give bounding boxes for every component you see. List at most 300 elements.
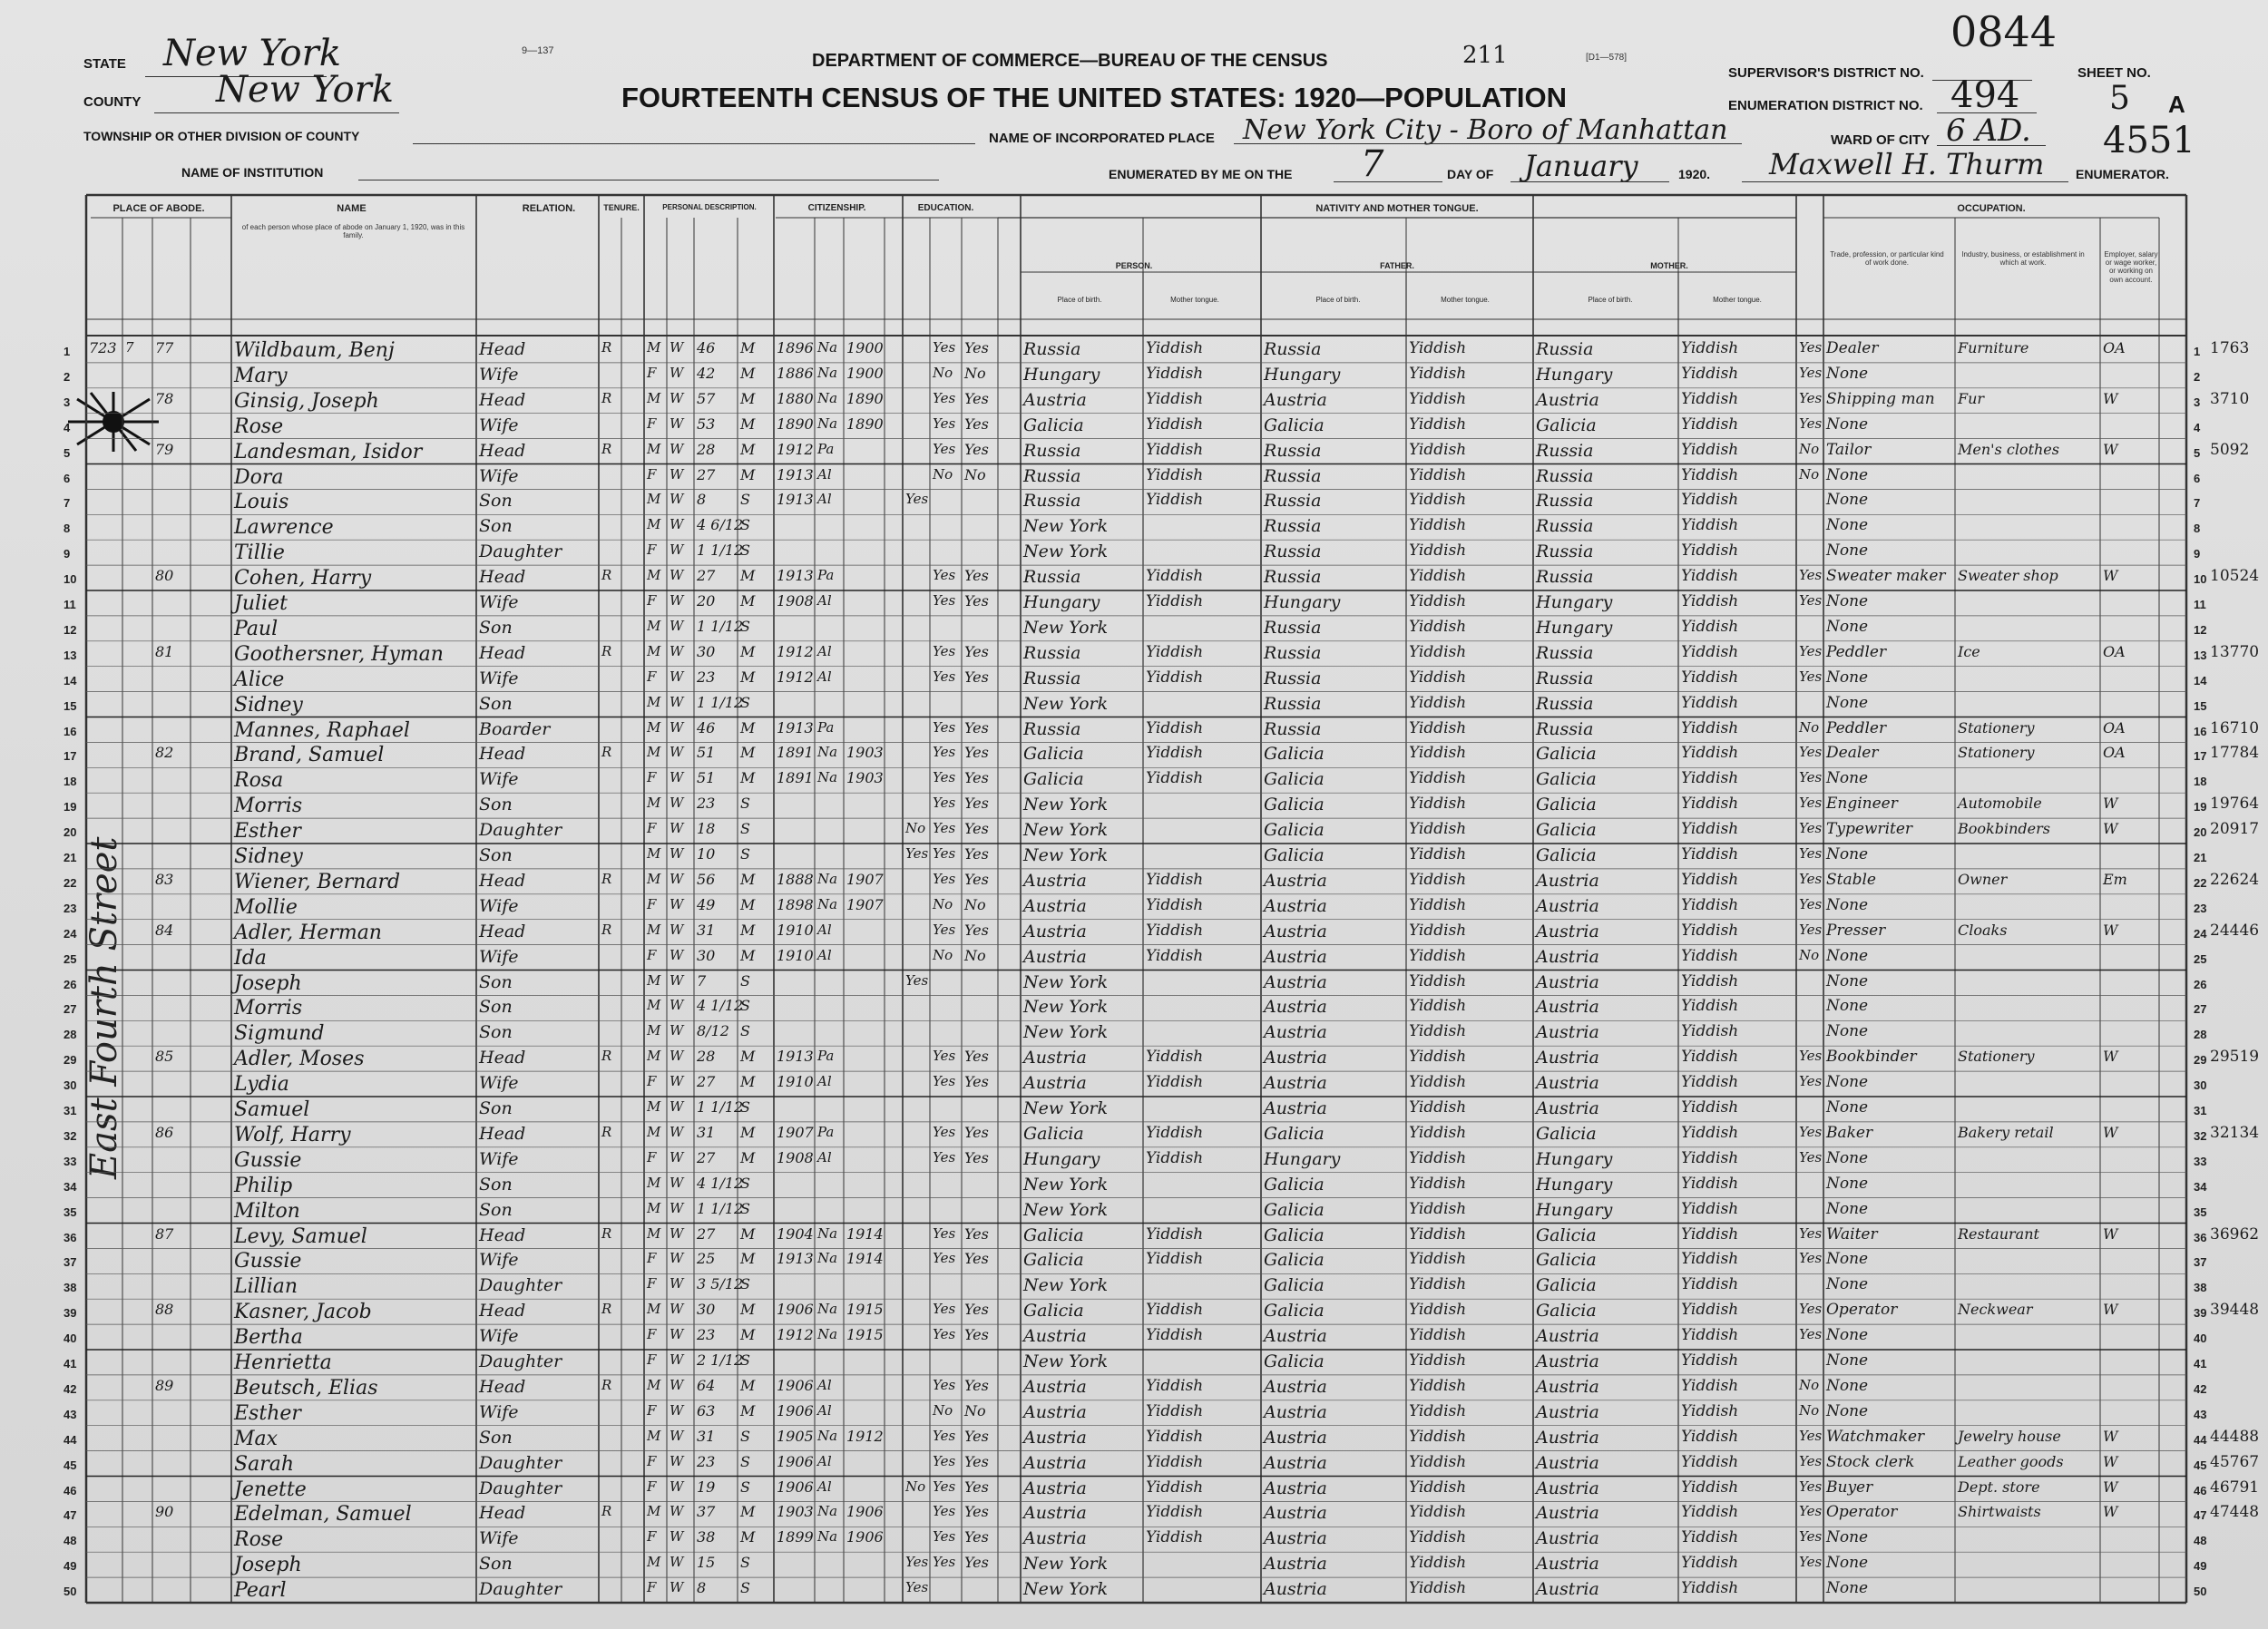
row-ref-number: 20917 — [2210, 820, 2260, 839]
cell-fmt: Yiddish — [1409, 541, 1467, 561]
cell-age: 51 — [697, 744, 716, 762]
cell-rel: Wife — [479, 1326, 519, 1347]
cell-trade: Operator — [1826, 1503, 1898, 1522]
cell-write: Yes — [964, 1554, 989, 1572]
cell-sex: M — [647, 1048, 661, 1065]
cell-mpob: Austria — [1536, 1503, 1599, 1524]
cell-mpob: Austria — [1536, 1579, 1599, 1600]
cell-eng: Yes — [1799, 1301, 1823, 1318]
cell-sex: M — [647, 1503, 661, 1520]
cell-mt: Yiddish — [1146, 769, 1204, 788]
department-title: DEPARTMENT OF COMMERCE—BUREAU OF THE CENSUS — [812, 51, 1328, 71]
cell-emp: OA — [2103, 642, 2126, 660]
cell-mpob: Austria — [1536, 1073, 1599, 1094]
cell-race: W — [670, 1554, 684, 1571]
cell-sex: M — [647, 718, 661, 736]
cell-age: 31 — [697, 921, 716, 939]
row-number: 21 — [64, 851, 77, 864]
cell-emp: W — [2103, 921, 2118, 939]
cell-fpob: Galicia — [1264, 744, 1325, 765]
cell-trade: Peddler — [1826, 718, 1887, 737]
cell-write: Yes — [964, 1148, 989, 1166]
row-number-right: 14 — [2194, 673, 2207, 688]
institution-label: NAME OF INSTITUTION — [181, 165, 324, 180]
col-occupation: OCCUPATION. — [1957, 203, 2026, 214]
cell-trade: None — [1826, 1376, 1869, 1395]
cell-name: Dora — [234, 465, 284, 489]
cell-mmt: Yiddish — [1681, 921, 1739, 940]
cell-mpob: Austria — [1536, 895, 1599, 916]
cell-fmt: Yiddish — [1409, 1503, 1467, 1522]
cell-pob: Galicia — [1023, 415, 1084, 435]
cell-age: 4 1/12 — [697, 997, 744, 1015]
cell-eng: Yes — [1799, 1427, 1823, 1444]
cell-fpob: Galicia — [1264, 1224, 1325, 1245]
cell-age: 42 — [697, 364, 716, 382]
cell-write: Yes — [964, 567, 989, 585]
cell-sex: M — [647, 997, 661, 1014]
cell-read: Yes — [933, 1224, 956, 1242]
cell-name: Morris — [234, 997, 303, 1020]
cell-mpob: Galicia — [1536, 1224, 1597, 1245]
cell-ms: M — [740, 870, 756, 888]
cell-fmt: Yiddish — [1409, 1250, 1467, 1269]
cell-read: Yes — [933, 769, 956, 786]
cell-fam: 77 — [155, 339, 174, 356]
sheet-value: 5 — [2109, 80, 2130, 117]
cell-mpob: Hungary — [1536, 592, 1613, 612]
cell-emp: W — [2103, 1452, 2118, 1470]
cell-age: 30 — [697, 946, 716, 964]
cell-fpob: Austria — [1264, 1022, 1327, 1043]
cell-mpob: Galicia — [1536, 744, 1597, 765]
cell-imm: 1910 — [777, 1073, 814, 1091]
cell-mt: Yiddish — [1146, 1250, 1204, 1269]
cell-mpob: Hungary — [1536, 617, 1613, 638]
cell-mmt: Yiddish — [1681, 1503, 1739, 1522]
cell-mpob: Austria — [1536, 971, 1599, 992]
cell-own: R — [601, 1376, 612, 1393]
cell-ind: Restaurant — [1958, 1224, 2039, 1243]
cell-read: Yes — [933, 642, 956, 659]
cell-pob: Austria — [1023, 1376, 1087, 1397]
cell-name: Milton — [234, 1199, 300, 1223]
cell-mpob: Austria — [1536, 1554, 1599, 1575]
cell-ms: S — [740, 1022, 750, 1040]
cell-trade: None — [1826, 1250, 1869, 1269]
cell-pob: Russia — [1023, 339, 1081, 359]
cell-fmt: Yiddish — [1409, 1579, 1467, 1598]
cell-pob: Austria — [1023, 1073, 1087, 1094]
cell-mpob: Galicia — [1536, 1250, 1597, 1271]
cell-pob: Russia — [1023, 567, 1081, 588]
cell-fmt: Yiddish — [1409, 415, 1467, 434]
cell-rel: Wife — [479, 1528, 519, 1549]
cell-emp: W — [2103, 567, 2118, 585]
cell-school: Yes — [905, 1554, 929, 1571]
cell-ms: M — [740, 1073, 756, 1091]
cell-write: Yes — [964, 795, 989, 813]
cell-ind: Furniture — [1958, 339, 2029, 356]
cell-mmt: Yiddish — [1681, 1351, 1739, 1370]
cell-ms: M — [740, 1301, 756, 1319]
cell-mpob: Austria — [1536, 1401, 1599, 1422]
cell-race: W — [670, 1275, 684, 1292]
cell-rel: Head — [479, 921, 526, 941]
cell-emp: OA — [2103, 744, 2126, 762]
cell-mmt: Yiddish — [1681, 339, 1739, 357]
cell-sex: M — [647, 795, 661, 812]
cell-fmt: Yiddish — [1409, 364, 1467, 383]
cell-fmt: Yiddish — [1409, 971, 1467, 990]
row-number: 1 — [64, 345, 71, 358]
cell-fmt: Yiddish — [1409, 1148, 1467, 1167]
cell-fpob: Galicia — [1264, 1199, 1325, 1220]
row-number-right: 33 — [2194, 1154, 2207, 1168]
cell-eng: No — [1799, 465, 1820, 483]
enumeration-value: 494 — [1950, 74, 2020, 116]
cell-mpob: Hungary — [1536, 1174, 1613, 1195]
cell-mt: Yiddish — [1146, 339, 1204, 357]
cell-fam: 80 — [155, 567, 174, 585]
cell-fam: 89 — [155, 1376, 174, 1394]
cell-race: W — [670, 567, 684, 584]
col-name-sub: of each person whose place of abode on January 1, 1920, was in this family. — [241, 223, 465, 240]
cell-trade: Dealer — [1826, 339, 1879, 357]
cell-rel: Head — [479, 870, 526, 891]
cell-name: Wiener, Bernard — [234, 870, 401, 893]
row-number: 34 — [64, 1179, 77, 1194]
cell-eng: Yes — [1799, 1326, 1823, 1343]
cell-pob: Austria — [1023, 1401, 1087, 1422]
cell-ms: M — [740, 440, 756, 458]
cell-imm: 1898 — [777, 895, 814, 913]
cell-read: Yes — [933, 845, 956, 862]
cell-name: Paul — [234, 617, 279, 640]
cell-ms: M — [740, 389, 756, 407]
cell-fmt: Yiddish — [1409, 668, 1467, 687]
cell-ms: M — [740, 339, 756, 356]
row-number: 42 — [64, 1381, 77, 1396]
cell-sex: M — [647, 921, 661, 938]
cell-race: W — [670, 1326, 684, 1343]
cell-fmt: Yiddish — [1409, 491, 1467, 510]
cell-emp: W — [2103, 389, 2118, 407]
cell-mt: Yiddish — [1146, 440, 1204, 459]
row-ref-number: 10524 — [2210, 567, 2260, 586]
cell-ms: M — [740, 921, 756, 939]
cell-eng: Yes — [1799, 1148, 1823, 1166]
cell-sex: F — [647, 541, 657, 559]
cell-mpob: Galicia — [1536, 845, 1597, 865]
cell-fpob: Galicia — [1264, 795, 1325, 815]
cell-trade: None — [1826, 516, 1869, 535]
cell-ms: M — [740, 465, 756, 483]
cell-rel: Daughter — [479, 1452, 562, 1473]
cell-sex: F — [647, 1250, 657, 1267]
cell-read: No — [933, 465, 953, 483]
cell-fmt: Yiddish — [1409, 389, 1467, 408]
cell-ms: M — [740, 718, 756, 736]
row-ref-number: 24446 — [2210, 921, 2260, 940]
cell-rel: Son — [479, 1174, 513, 1195]
cell-eng: Yes — [1799, 895, 1823, 912]
cell-natyr: 1914 — [846, 1224, 884, 1243]
cell-mpob: Austria — [1536, 1326, 1599, 1347]
cell-rel: Wife — [479, 364, 519, 385]
cell-imm: 1906 — [777, 1452, 814, 1470]
cell-pob: New York — [1023, 1579, 1109, 1600]
cell-mpob: Austria — [1536, 389, 1599, 410]
cell-fpob: Galicia — [1264, 415, 1325, 435]
cell-age: 63 — [697, 1401, 716, 1419]
cell-sex: M — [647, 1376, 661, 1393]
cell-fpob: Galicia — [1264, 769, 1325, 790]
cell-write: Yes — [964, 339, 989, 356]
cell-pob: New York — [1023, 820, 1109, 841]
cell-imm: 1886 — [777, 364, 814, 382]
cell-eng: Yes — [1799, 389, 1823, 406]
row-number-right: 23 — [2194, 901, 2207, 915]
cell-age: 30 — [697, 642, 716, 660]
cell-emp: OA — [2103, 339, 2126, 356]
cell-ms: S — [740, 997, 750, 1015]
cell-sex: M — [647, 389, 661, 406]
cell-age: 37 — [697, 1503, 716, 1521]
cell-rel: Wife — [479, 895, 519, 916]
cell-imm: 1908 — [777, 1148, 814, 1166]
cell-trade: None — [1826, 364, 1869, 383]
cell-name: Tillie — [234, 541, 285, 565]
cell-pob: Austria — [1023, 1452, 1087, 1473]
cell-pob: New York — [1023, 845, 1109, 865]
cell-mmt: Yiddish — [1681, 1098, 1739, 1117]
cell-sex: M — [647, 567, 661, 584]
cell-fmt: Yiddish — [1409, 1022, 1467, 1041]
cell-age: 8 — [697, 1579, 707, 1597]
cell-read: Yes — [933, 1250, 956, 1267]
cell-mpob: Galicia — [1536, 1301, 1597, 1322]
cell-write: Yes — [964, 389, 989, 407]
cell-ms: S — [740, 1427, 750, 1445]
cell-ms: S — [740, 693, 750, 711]
cell-mpob: Russia — [1536, 440, 1594, 461]
cell-trade: None — [1826, 1528, 1869, 1547]
cell-trade: None — [1826, 1579, 1869, 1598]
cell-write: Yes — [964, 1478, 989, 1496]
cell-race: W — [670, 1376, 684, 1393]
cell-school: Yes — [905, 1579, 929, 1596]
cell-write: Yes — [964, 1250, 989, 1268]
cell-fam: 87 — [155, 1224, 174, 1243]
cell-trade: None — [1826, 668, 1869, 687]
cell-rel: Son — [479, 1098, 513, 1118]
cell-imm: 1906 — [777, 1401, 814, 1419]
cell-ms: M — [740, 364, 756, 382]
cell-mt: Yiddish — [1146, 1528, 1204, 1547]
row-number: 28 — [64, 1028, 77, 1042]
cell-fmt: Yiddish — [1409, 1326, 1467, 1345]
row-number-right: 28 — [2194, 1028, 2207, 1042]
row-number: 38 — [64, 1281, 77, 1295]
cell-eng: Yes — [1799, 1528, 1823, 1546]
cell-fpob: Galicia — [1264, 820, 1325, 841]
cell-race: W — [670, 870, 684, 887]
cell-age: 8/12 — [697, 1022, 729, 1040]
row-number-right: 47 — [2194, 1508, 2207, 1523]
cell-mmt: Yiddish — [1681, 1401, 1739, 1420]
cell-mt: Yiddish — [1146, 1301, 1204, 1320]
row-number: 20 — [64, 825, 77, 840]
cell-mmt: Yiddish — [1681, 541, 1739, 561]
cell-age: 27 — [697, 567, 716, 585]
cell-rel: Head — [479, 642, 526, 663]
cell-mt: Yiddish — [1146, 592, 1204, 610]
cell-mpob: Russia — [1536, 693, 1594, 714]
cell-sex: M — [647, 845, 661, 862]
cell-mmt: Yiddish — [1681, 1123, 1739, 1142]
cell-fam: 81 — [155, 642, 174, 660]
cell-own: R — [601, 921, 612, 938]
row-number: 40 — [64, 1331, 77, 1346]
cell-ms: M — [740, 1326, 756, 1344]
cell-school: No — [905, 820, 926, 837]
cell-race: W — [670, 1579, 684, 1596]
cell-write: Yes — [964, 1452, 989, 1470]
cell-race: W — [670, 1452, 684, 1469]
cell-sex: M — [647, 693, 661, 710]
cell-mpob: Russia — [1536, 668, 1594, 688]
cell-rel: Head — [479, 389, 526, 410]
row-number: 36 — [64, 1230, 77, 1244]
cell-name: Samuel — [234, 1098, 310, 1121]
cell-fmt: Yiddish — [1409, 820, 1467, 839]
cell-eng: Yes — [1799, 1224, 1823, 1242]
cell-name: Sidney — [234, 693, 303, 717]
cell-name: Rosa — [234, 769, 284, 793]
cell-own: R — [601, 642, 612, 659]
cell-sex: F — [647, 1073, 657, 1090]
cell-rel: Wife — [479, 668, 519, 688]
row-number: 3 — [64, 395, 71, 409]
cell-fmt: Yiddish — [1409, 642, 1467, 661]
cell-fmt: Yiddish — [1409, 1528, 1467, 1547]
cell-eng: No — [1799, 440, 1820, 457]
cell-imm: 1891 — [777, 769, 814, 787]
cell-rel: Wife — [479, 1148, 519, 1169]
cell-fpob: Russia — [1264, 491, 1322, 512]
row-number-right: 45 — [2194, 1458, 2207, 1472]
cell-ms: M — [740, 1048, 756, 1066]
cell-pob: New York — [1023, 795, 1109, 815]
cell-mt: Yiddish — [1146, 921, 1204, 940]
cell-age: 1 1/12 — [697, 693, 744, 711]
cell-nat: Al — [817, 642, 832, 659]
row-number-right: 22 — [2194, 875, 2207, 890]
cell-trade: Dealer — [1826, 744, 1879, 763]
cell-trade: None — [1826, 1174, 1869, 1193]
cell-eng: Yes — [1799, 769, 1823, 786]
cell-age: 53 — [697, 415, 716, 433]
cell-fpob: Austria — [1264, 1073, 1327, 1094]
row-ref-number: 45767 — [2210, 1452, 2260, 1471]
cell-race: W — [670, 895, 684, 912]
row-ref-number: 29519 — [2210, 1048, 2260, 1067]
cell-sex: M — [647, 1554, 661, 1571]
cell-pob: Hungary — [1023, 364, 1100, 385]
row-ref-number: 17784 — [2210, 744, 2260, 763]
cell-ms: S — [740, 541, 750, 560]
col-nativity: NATIVITY AND MOTHER TONGUE. — [1315, 203, 1479, 214]
cell-race: W — [670, 1224, 684, 1242]
cell-mmt: Yiddish — [1681, 465, 1739, 484]
cell-mt: Yiddish — [1146, 642, 1204, 661]
cell-mt: Yiddish — [1146, 870, 1204, 889]
cell-write: Yes — [964, 415, 989, 433]
row-number: 25 — [64, 951, 77, 966]
cell-mpob: Russia — [1536, 516, 1594, 537]
side-number: 4551 — [2103, 120, 2195, 161]
cell-sex: F — [647, 1351, 657, 1368]
cell-ms: M — [740, 946, 756, 964]
cell-fmt: Yiddish — [1409, 440, 1467, 459]
cell-mpob: Austria — [1536, 1351, 1599, 1371]
row-number-right: 6 — [2194, 471, 2201, 485]
cell-read: Yes — [933, 1376, 956, 1393]
col-citizenship: CITIZENSHIP. — [807, 203, 866, 213]
enumerated-label: ENUMERATED BY ME ON THE — [1109, 167, 1293, 181]
cell-name: Mannes, Raphael — [234, 718, 410, 742]
cell-sex: M — [647, 1098, 661, 1115]
cell-ind: Automobile — [1958, 795, 2042, 813]
cell-pob: New York — [1023, 516, 1109, 537]
cell-race: W — [670, 364, 684, 381]
cell-nat: Al — [817, 946, 832, 963]
cell-trade: None — [1826, 1022, 1869, 1041]
cell-mpob: Russia — [1536, 642, 1594, 663]
sheet-label: SHEET NO. — [2077, 65, 2151, 81]
col-person-mt: Mother tongue. — [1170, 296, 1219, 304]
cell-pob: New York — [1023, 1022, 1109, 1043]
cell-age: 23 — [697, 1452, 716, 1470]
cell-mt: Yiddish — [1146, 1427, 1204, 1446]
cell-write: Yes — [964, 870, 989, 888]
cell-mmt: Yiddish — [1681, 1452, 1739, 1471]
row-ref-number: 47448 — [2210, 1503, 2260, 1522]
cell-age: 20 — [697, 592, 716, 610]
cell-age: 27 — [697, 1148, 716, 1166]
cell-eng: Yes — [1799, 921, 1823, 938]
cell-ms: M — [740, 1401, 756, 1419]
cell-sex: F — [647, 1275, 657, 1292]
cell-pob: New York — [1023, 693, 1109, 714]
col-name: NAME — [337, 203, 367, 214]
row-number-right: 21 — [2194, 851, 2207, 864]
cell-mt: Yiddish — [1146, 946, 1204, 965]
cell-eng: Yes — [1799, 668, 1823, 685]
cell-sex: M — [647, 744, 661, 761]
cell-name: Lawrence — [234, 516, 334, 540]
cell-name: Beutsch, Elias — [234, 1376, 378, 1400]
cell-trade: Typewriter — [1826, 820, 1913, 839]
cell-imm: 1910 — [777, 921, 814, 939]
cell-write: Yes — [964, 668, 989, 686]
cell-fpob: Austria — [1264, 1579, 1327, 1600]
cell-sex: M — [647, 339, 661, 356]
cell-ind: Dept. store — [1958, 1478, 2040, 1496]
cell-mmt: Yiddish — [1681, 567, 1739, 586]
cell-fam: 79 — [155, 440, 174, 458]
